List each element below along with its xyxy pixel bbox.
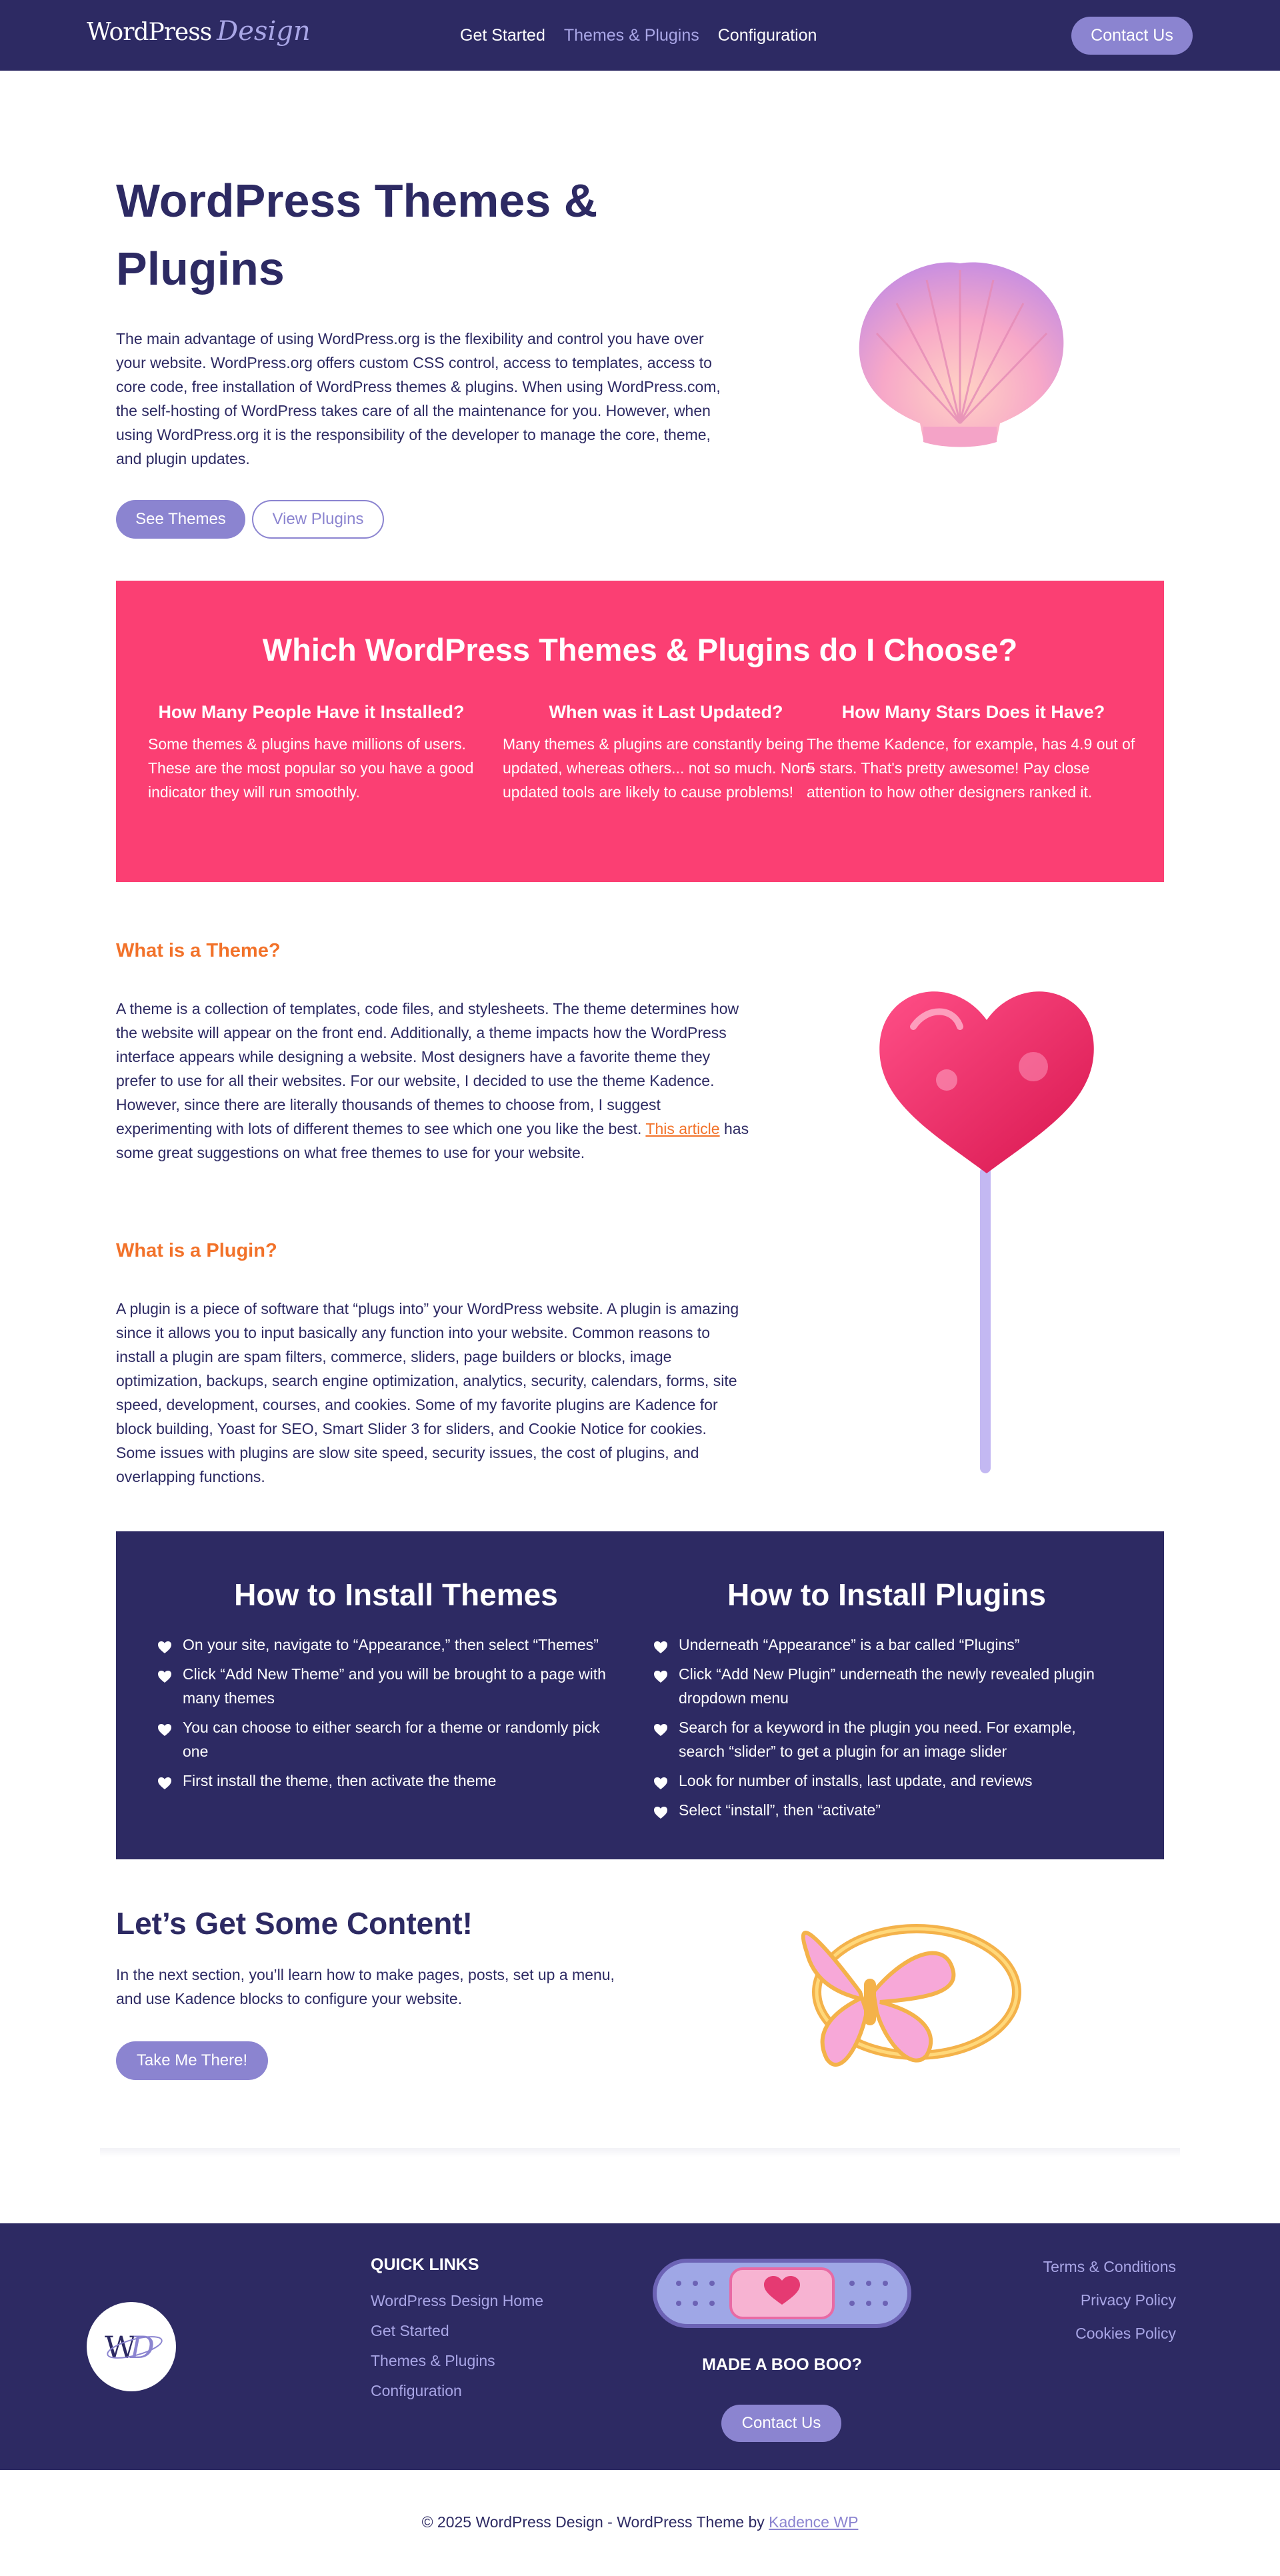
footer-logo[interactable] (87, 2302, 176, 2391)
heart-icon (653, 1723, 668, 1737)
quick-links-title: QUICK LINKS (371, 2255, 479, 2274)
nav-get-started[interactable]: Get Started (460, 25, 545, 45)
cookies-link[interactable]: Cookies Policy (1075, 2325, 1176, 2342)
footer-contact-button[interactable]: Contact Us (721, 2405, 841, 2442)
terms-link[interactable]: Terms & Conditions (1043, 2258, 1176, 2275)
list-item: Look for number of installs, last update, and reviews (653, 1769, 1120, 1793)
copyright: © 2025 WordPress Design - WordPress Theme by Kadence WP (421, 2513, 859, 2531)
install-themes-list (157, 1633, 624, 1798)
choose-title: Which WordPress Themes & Plugins do I Choose? (262, 632, 1018, 667)
svg-text:D: D (130, 2329, 155, 2365)
kadence-link[interactable]: Kadence WP (769, 2513, 859, 2531)
plugin-heading: What is a Plugin? (116, 1240, 277, 1261)
footer-link-home[interactable]: WordPress Design Home (371, 2292, 544, 2309)
heart-icon (653, 1641, 668, 1654)
list-item: First install the theme, then activate the theme (157, 1769, 624, 1793)
view-plugins-button[interactable]: View Plugins (252, 500, 384, 539)
choose-heading: When was it Last Updated? (549, 702, 783, 722)
choose-section (116, 581, 1164, 882)
install-section (116, 1531, 1164, 1859)
theme-heading: What is a Theme? (116, 940, 281, 961)
list-item: Click “Add New Plugin” underneath the newly revealed plugin dropdown menu (653, 1662, 1120, 1710)
choose-column (503, 702, 829, 804)
logo-script: Design (217, 16, 311, 47)
privacy-link[interactable]: Privacy Policy (1080, 2291, 1176, 2309)
boo-boo-heading: MADE A BOO BOO? (702, 2355, 862, 2374)
site-header (0, 0, 1280, 71)
bandaid-illustration (652, 2257, 912, 2330)
heart-icon (157, 1777, 172, 1790)
theme-text: A theme is a collection of templates, code files, and stylesheets. The theme determines how the website will appear on the front end. Additionally, a theme impacts how the WordPress interface appears while designing a website. Most designers have a favorite theme they prefer to use for all their websites. For our website, I decided to use the theme Kadence. However, since there are literally thousands of themes to choose from, I suggest experimenting with lots of different themes to see which one you like the best. This article has some great suggestions on what free themes to use for your website. (116, 1000, 749, 1161)
heart-lollipop-illustration (867, 967, 1107, 1480)
heart-icon (157, 1670, 172, 1683)
list-item: You can choose to either search for a theme or randomly pick one (157, 1715, 624, 1763)
footer-link-get-started[interactable]: Get Started (371, 2322, 449, 2339)
plugin-text: A plugin is a piece of software that “plugs into” your WordPress website. A plugin is amazing since it allows you to input basically any function into your website. Common reasons to install a plugin are spam filters, commerce, sliders, page builders or blocks, image optimization, backups, search engine optimization, analytics, security, calendars, forms, site speed, development, courses, and cookies. Some of my favorite plugins are Kadence for block building, Yoast for SEO, Smart Slider 3 for sliders, and Cookie Notice for cookies. Some issues with plugins are slow site speed, security issues, the cost of plugins, and overlapping functions. (116, 1300, 739, 1485)
site-footer (0, 2223, 1280, 2470)
heart-icon (653, 1806, 668, 1819)
list-item: Underneath “Appearance” is a bar called “Plugins” (653, 1633, 1120, 1657)
seashell-illustration (847, 257, 1073, 450)
see-themes-button[interactable]: See Themes (116, 500, 245, 539)
hero-text: The main advantage of using WordPress.org is the flexibility and control you have over your website. WordPress.org offers custom CSS control, access to templates, access to core code, free installation of WordPress themes & plugins. When using WordPress.com, the self-hosting of WordPress takes care of all the maintenance for you. However, when using WordPress.org it is the responsibility of the developer to manage the core, theme, and plugin updates. (116, 330, 721, 467)
list-item: Click “Add New Theme” and you will be brought to a page with many themes (157, 1662, 624, 1710)
wd-monogram-icon (98, 2323, 165, 2370)
article-link[interactable]: This article (645, 1120, 720, 1137)
install-plugins-title: How to Install Plugins (727, 1577, 1046, 1612)
logo-word: WordPress (87, 19, 212, 46)
site-logo[interactable] (87, 16, 311, 56)
choose-text: Some themes & plugins have millions of users. These are the most popular so you have a good indicator they will run smoothly. (148, 735, 474, 801)
choose-text: Many themes & plugins are constantly being updated, whereas others... not so much. Non-updated tools are likely to cause problems! (503, 735, 814, 801)
nav-configuration[interactable]: Configuration (717, 25, 817, 45)
choose-column (807, 702, 1140, 804)
heart-icon (157, 1723, 172, 1737)
choose-heading: How Many People Have it Installed? (158, 702, 465, 722)
heart-icon (157, 1641, 172, 1654)
header-contact-button[interactable]: Contact Us (1071, 17, 1193, 55)
choose-heading: How Many Stars Does it Have? (841, 702, 1105, 722)
svg-text:W: W (105, 2329, 137, 2365)
butterfly-ring-illustration (793, 1899, 1023, 2085)
content-title: Let’s Get Some Content! (116, 1906, 473, 1941)
main-nav (460, 0, 817, 71)
take-me-there-button[interactable]: Take Me There! (116, 2041, 268, 2080)
footer-link-configuration[interactable]: Configuration (371, 2382, 462, 2399)
list-item: Search for a keyword in the plugin you need. For example, search “slider” to get a plugin for an image slider (653, 1715, 1120, 1763)
section-divider (100, 2148, 1180, 2157)
content-text: In the next section, you’ll learn how to make pages, posts, set up a menu, and use Kadence blocks to configure your website. (116, 1966, 615, 2007)
nav-themes-plugins[interactable]: Themes & Plugins (563, 25, 699, 45)
list-item: On your site, navigate to “Appearance,” then select “Themes” (157, 1633, 624, 1657)
page-title: WordPress Themes & Plugins (116, 175, 598, 295)
footer-link-themes-plugins[interactable]: Themes & Plugins (371, 2352, 495, 2369)
choose-text: The theme Kadence, for example, has 4.9 out of 5 stars. That's pretty awesome! Pay close attention to how other designers ranked it. (807, 735, 1135, 801)
install-themes-title: How to Install Themes (234, 1577, 558, 1612)
install-plugins-list (653, 1633, 1120, 1827)
choose-column (148, 702, 475, 804)
list-item: Select “install”, then “activate” (653, 1798, 1120, 1822)
heart-icon (653, 1670, 668, 1683)
heart-icon (653, 1777, 668, 1790)
